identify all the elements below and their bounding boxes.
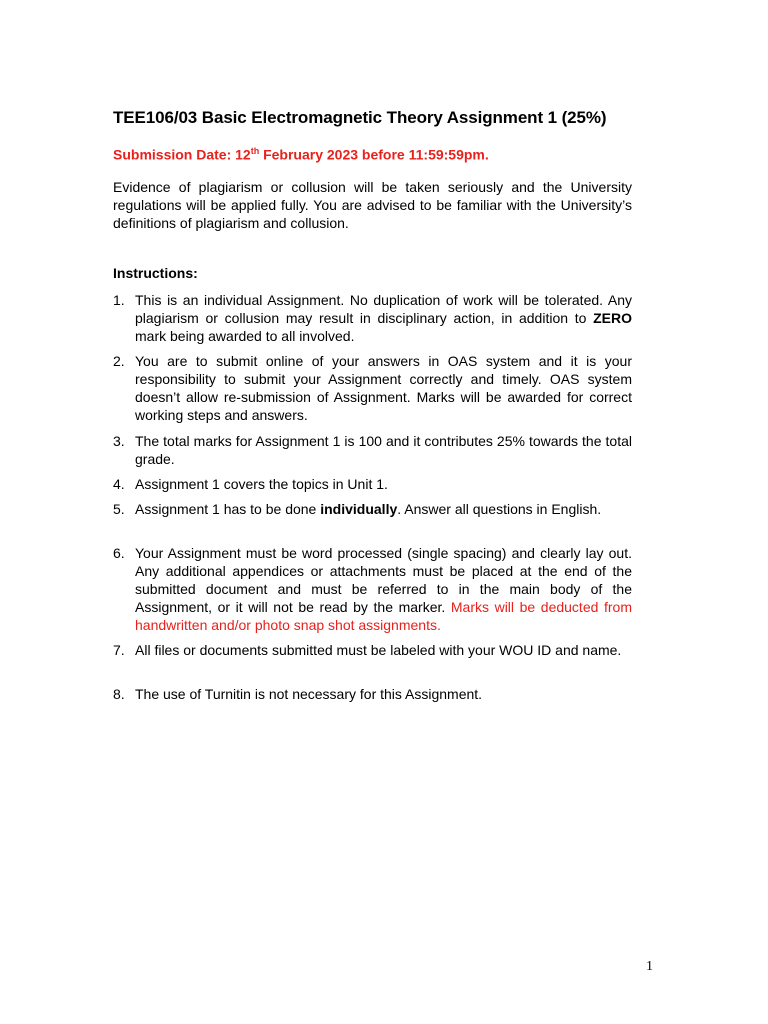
item-text-a: This is an individual Assignment. No duplication of work will be tolerated. Any plagiarism or collusion may result in disciplinary action, in addition to (135, 292, 632, 326)
item-number: 2. (113, 353, 125, 369)
item-number: 7. (113, 642, 125, 658)
item-text (135, 291, 632, 345)
item-text-b: . Answer all questions in English. (397, 501, 602, 517)
item-text (135, 500, 632, 518)
item-number: 8. (113, 686, 125, 702)
submission-suffix: February 2023 before 11:59:59pm. (259, 146, 489, 163)
item-text: The use of Turnitin is not necessary for this Assignment. (135, 686, 483, 702)
item-number: 3. (113, 433, 125, 449)
item-number: 1. (113, 292, 125, 308)
item-text: You are to submit online of your answers in OAS system and it is your responsibility to submit your Assignment correctly and timely. OAS system doesn’t allow re-submission of Assignment. Marks will be awarded for correct working steps and answers. (135, 353, 632, 423)
item-number: 6. (113, 545, 125, 561)
item-text-a: Assignment 1 has to be done (135, 501, 321, 517)
instructions-heading: Instructions: (113, 265, 198, 281)
submission-sup: th (250, 146, 260, 156)
item-text: Assignment 1 covers the topics in Unit 1. (135, 476, 388, 492)
item-text: All files or documents submitted must be labeled with your WOU ID and name. (135, 642, 622, 658)
submission-prefix: Submission Date: 12 (113, 146, 251, 163)
item-number: 5. (113, 501, 125, 517)
item-text-b: mark being awarded to all involved. (135, 328, 355, 344)
item-text (135, 544, 632, 634)
item-bold: individually (320, 501, 398, 517)
item-text-a: Your Assignment must be word processed (single spacing) and clearly lay out. Any additional appendices or attachments must be placed at the end of the submitted document and must be referred to in the main body of the Assignment, or it will not be read by the marker. (135, 545, 632, 615)
item-text: The total marks for Assignment 1 is 100 and it contributes 25% towards the total grade. (135, 433, 632, 467)
document-title: TEE106/03 Basic Electromagnetic Theory Assignment 1 (25%) (113, 108, 607, 127)
item-number: 4. (113, 476, 125, 492)
item-red-text: Marks will be deducted from handwritten and/or photo snap shot assignments. (135, 599, 632, 633)
submission-date (113, 146, 489, 163)
plagiarism-paragraph: Evidence of plagiarism or collusion will be taken seriously and the University regulations will be applied fully. You are advised to be familiar with the University’s definitions of plagiarism and collusion. (113, 179, 632, 231)
page-number: 1 (646, 959, 653, 974)
item-bold: ZERO (593, 310, 632, 326)
